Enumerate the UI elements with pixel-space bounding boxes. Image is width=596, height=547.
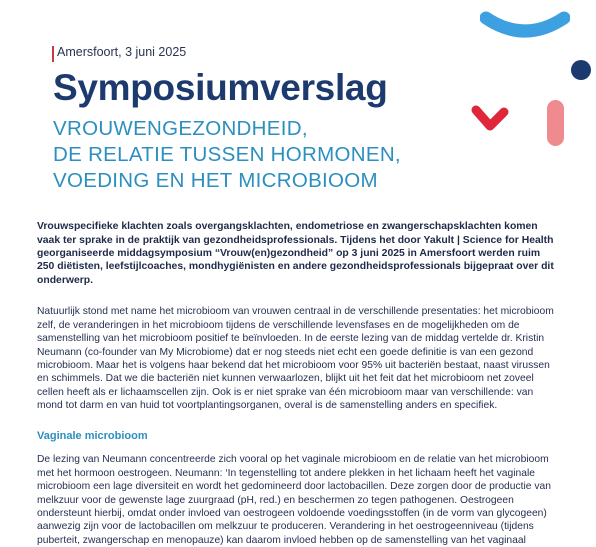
decorative-navy-dot: [571, 60, 591, 80]
section-heading: Vaginale microbioom: [37, 430, 148, 442]
dateline: Amersfoort, 3 juni 2025: [57, 45, 187, 59]
subtitle-line: DE RELATIE TUSSEN HORMONEN,: [53, 143, 401, 166]
section-paragraph: De lezing van Neumann concentreerde zich vooral op het vaginale microbioom en de relatie van het microbioom met het hormoon oestrogeen. Neumann: ‘In tegenstelling tot andere plekken in het lichaam heeft het vaginale microbioom een lage diversiteit en wordt het gedomineerd door lactobacillen. Deze zorgen door de productie van melkzuur voor de gewenste lage zuurgraad (pH, red.) en beschermen zo tegen pathogenen. Oestrogeen ondersteunt hierbij, omdat onder invloed van oestrogeen voldoende voedingsstoffen (in de vorm van glycogeen) aanwezig zijn voor de lactobacillen om melkzuur te produceren. Verandering in het oestrogeenniveau (tijdens puberteit, zwangerschap en menopauze) kan daarom invloed hebben op de samenstelling van het vaginaal: [37, 454, 551, 546]
page-title: Symposiumverslag: [53, 67, 388, 108]
intro-paragraph: Vrouwspecifieke klachten zoals overgangsklachten, endometriose en zwangerschapsklachten komen vaak ter sprake in de praktijk van gezondheidsprofessionals. Tijdens het door Yakult | Science for Health georganiseerde middagsymposium “Vrouw(en)gezondheid” op 3 juni 2025 in Amersfoort werden ruim 250 diëtisten, leefstijlcoaches, mondhygiënisten en andere gezondheidsprofessionals bijgepraat over dit onderwerp.: [37, 221, 554, 286]
decorative-blue-arc: [480, 4, 570, 44]
decorative-red-chevron: [470, 102, 510, 138]
subtitle-line: VROUWENGEZONDHEID,: [53, 117, 308, 140]
dateline-accent-bar: [52, 46, 54, 62]
decorative-pink-bar: [547, 100, 564, 146]
body-paragraph: Natuurlijk stond met name het microbioom van vrouwen centraal in de verschillende presentaties: het microbioom zelf, de veranderingen in het microbioom tijdens de verschillende levensfases en de mogelijkheden om de samenstelling van het microbioom positief te beïnvloeden. In de eerste lezing van de middag vertelde dr. Kristin Neumann (co-founder van My Microbiome) dat er nog steeds niet echt een goede definitie is van een gezond microbioom. Maar het is volgens haar bekend dat het microbioom voor 95% uit bacteriën bestaat, naast virussen en schimmels. Dat we die bacteriën niet kunnen verwaarlozen, blijkt uit het feit dat het microbioom net zoveel cellen heeft als er lichaamscellen zijn. Ook is er niet sprake van één microbioom maar van verschillende: van mond tot darm en van huid tot voortplantingsorganen, overal is de samenstelling anders en specifiek.: [37, 306, 554, 412]
subtitle: [53, 116, 453, 194]
subtitle-line: VOEDING EN HET MICROBIOOM: [53, 169, 378, 192]
